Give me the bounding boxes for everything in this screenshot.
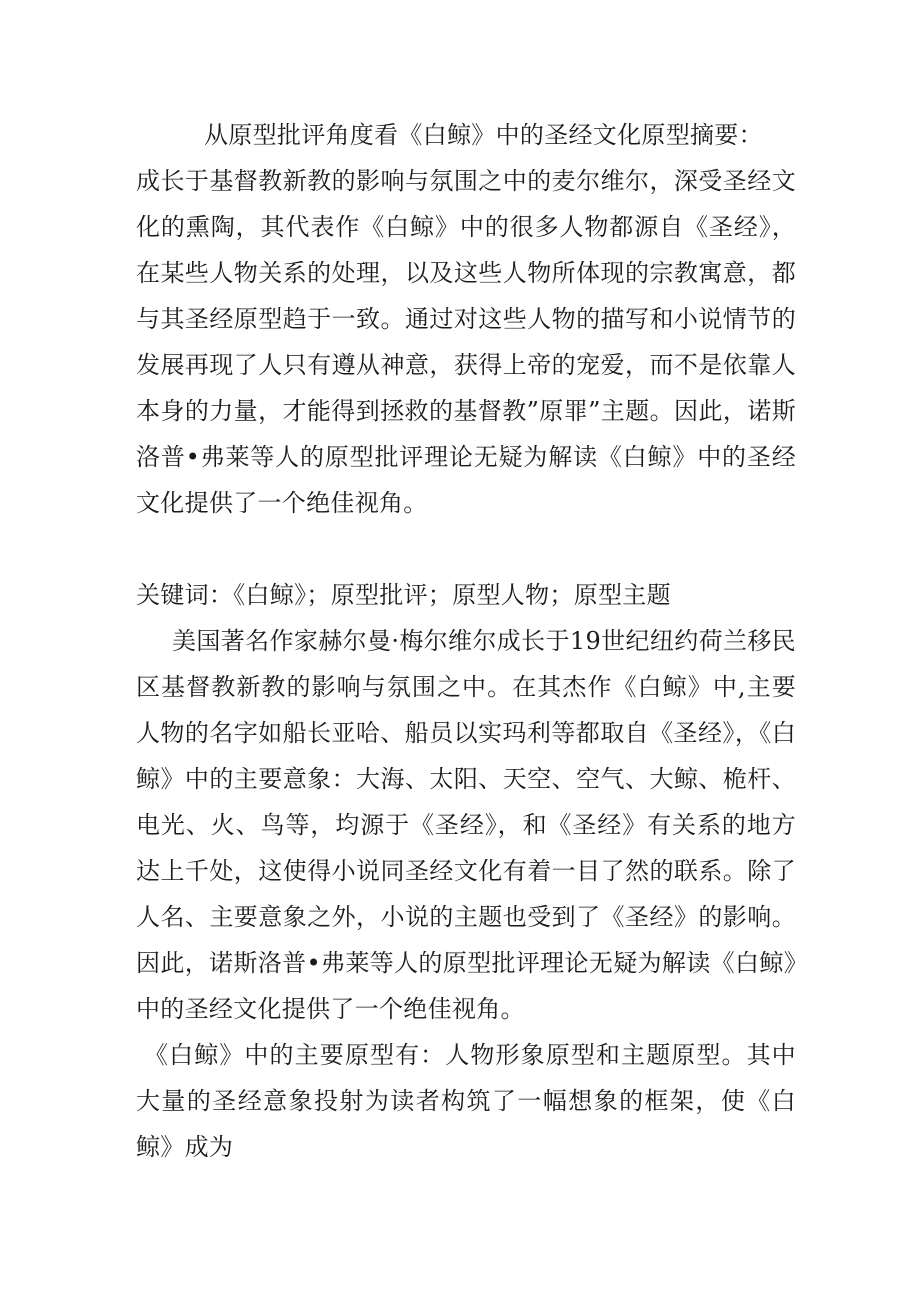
- keywords-line: 关键词：《白鲸》；原型批评；原型人物；原型主题: [136, 581, 671, 609]
- section-spacer: [136, 526, 796, 572]
- body-paragraph-1: 美国著名作家赫尔曼·梅尔维尔成长于19世纪纽约荷兰移民区基督教新教的影响与氛围之中。在其杰作《白鲸》中,主要人物的名字如船长亚哈、船员以实玛利等都取自《圣经》，《白鲸》中的主要意象：大海、太阳、天空、空气、大鲸、桅杆、电光、火、鸟等，均源于《圣经》，和《圣经》有关系的地方达上千处，这使得小说同圣经文化有着一目了然的联系。除了人名、主要意象之外，小说的主题也受到了《圣经》的影响。因此，诺斯洛普•弗莱等人的原型批评理论无疑为解读《白鲸》中的圣经文化提供了一个绝佳视角。: [136, 627, 796, 1023]
- abstract-paragraph: 成长于基督教新教的影响与氛围之中的麦尔维尔，深受圣经文化的熏陶，其代表作《白鲸》中的很多人物都源自《圣经》，在某些人物关系的处理，以及这些人物所体现的宗教寓意，都与其圣经原型趋于一致。通过对这些人物的描写和小说情节的发展再现了人只有遵从神意，获得上帝的宠爱，而不是依靠人本身的力量，才能得到拯救的基督教”原罪”主题。因此，诺斯洛普•弗莱等人的原型批评理论无疑为解读《白鲸》中的圣经文化提供了一个绝佳视角。: [136, 167, 796, 517]
- document-content: [136, 112, 796, 1170]
- body-paragraph-2: 《白鲸》中的主要原型有：人物形象原型和主题原型。其中大量的圣经意象投射为读者构筑了一幅想象的框架，使《白鲸》成为: [136, 1041, 796, 1161]
- document-title: 从原型批评角度看《白鲸》中的圣经文化原型摘要：: [204, 121, 763, 149]
